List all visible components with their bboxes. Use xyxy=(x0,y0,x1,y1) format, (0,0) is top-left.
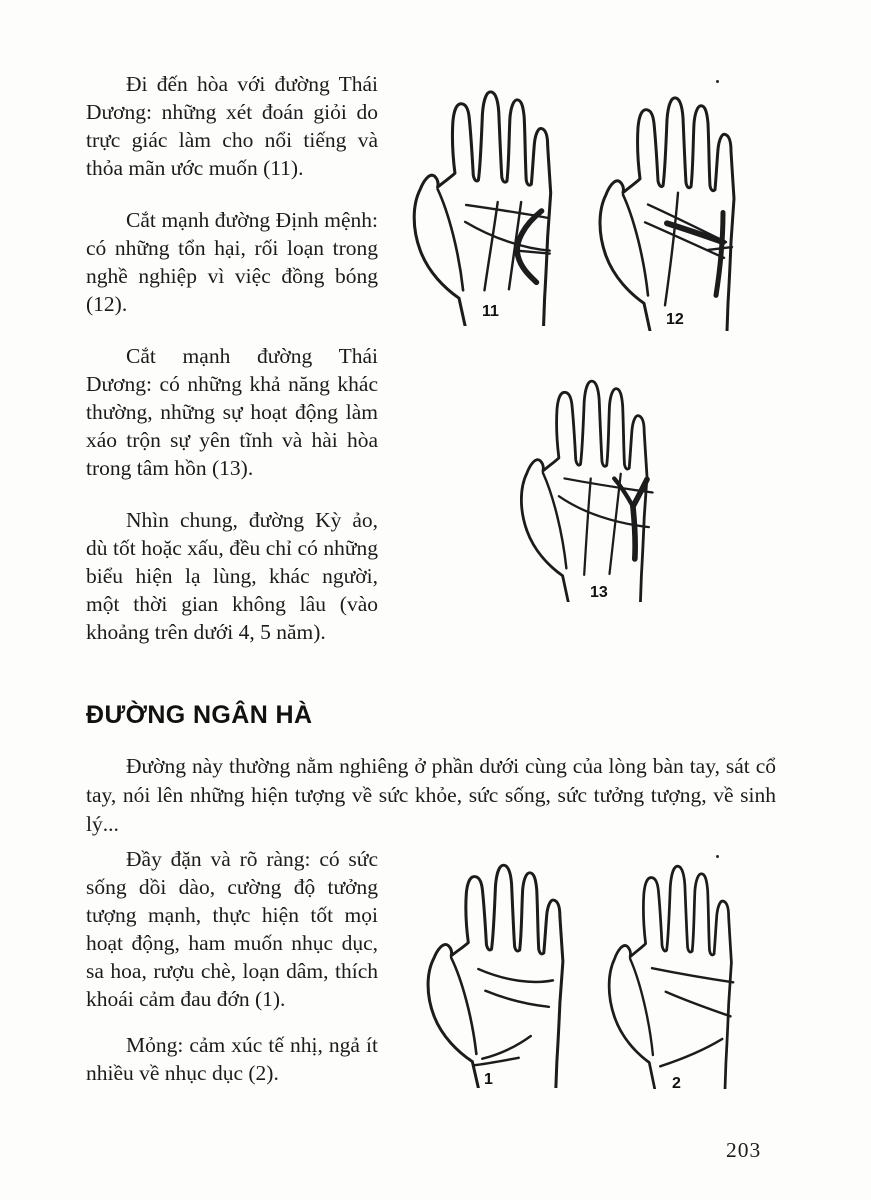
text-column-bottom xyxy=(86,845,378,1105)
paragraph: Đường này thường nằm nghiêng ở phần dưới cùng của lòng bàn tay, sát cổ tay, nói lên những hiện tượng về sức khỏe, sức sống, sức tưởng tượng, về sinh lý... xyxy=(86,754,776,836)
text-column-top xyxy=(86,70,378,670)
hand-outline xyxy=(414,92,551,326)
section-heading: ĐƯỜNG NGÂN HÀ xyxy=(86,701,313,729)
palm-figure-12 xyxy=(590,84,750,331)
palm-lines xyxy=(652,968,733,1066)
hand-drawing xyxy=(600,853,746,1089)
section-intro xyxy=(86,752,776,839)
hand-drawing xyxy=(404,78,567,326)
figure-label: 2 xyxy=(672,1075,681,1092)
scan-speck xyxy=(716,855,719,858)
paragraph: Cắt mạnh đường Thái Dương: có những khả năng khác thường, những sự hoạt động làm xáo trộn sự yên tĩnh và hài hòa trong tâm hồn (13). xyxy=(86,344,378,480)
palm-figure-2 xyxy=(600,853,746,1092)
figure-label: 13 xyxy=(590,584,608,601)
palm-lines xyxy=(473,969,552,1065)
paragraph: Đi đến hòa với đường Thái Dương: những xét đoán giỏi do trực giác làm cho nổi tiếng và thỏa mãn ước muốn (11). xyxy=(86,72,378,180)
palm-figure-11 xyxy=(404,78,567,326)
hand-drawing xyxy=(418,852,579,1088)
hand-drawing xyxy=(590,84,750,331)
palm-figure-13 xyxy=(512,368,662,602)
paragraph: Cắt mạnh đường Định mệnh: có những tổn hại, rối loạn trong nghề nghiệp vì việc đồng bóng (12). xyxy=(86,208,378,316)
page-number: 203 xyxy=(726,1138,762,1162)
figure-label: 11 xyxy=(482,303,499,320)
paragraph: Mỏng: cảm xúc tế nhị, ngả ít nhiều về nhục dục (2). xyxy=(86,1033,378,1085)
hand-drawing xyxy=(512,368,662,602)
figure-label: 1 xyxy=(484,1071,493,1088)
palm-figure-1 xyxy=(418,852,579,1088)
palm-lines xyxy=(645,193,732,306)
hand-outline xyxy=(609,866,731,1089)
palm-lines xyxy=(465,202,550,290)
figure-label: 12 xyxy=(666,311,684,328)
paragraph: Đầy đặn và rõ ràng: có sức sống dồi dào, cường độ tưởng tượng mạnh, thực hiện tốt mọi hoạt động, ham muốn nhục dục, sa hoa, rượu chè, loạn dâm, thích khoái cảm đau đớn (1). xyxy=(86,847,378,1011)
paragraph: Nhìn chung, đường Kỳ ảo, dù tốt hoặc xấu, đều chỉ có những biểu hiện lạ lùng, khác người, một thời gian không lâu (vào khoảng trên dưới 4, 5 năm). xyxy=(86,508,378,644)
scan-speck xyxy=(716,80,719,83)
palm-lines xyxy=(559,474,653,575)
